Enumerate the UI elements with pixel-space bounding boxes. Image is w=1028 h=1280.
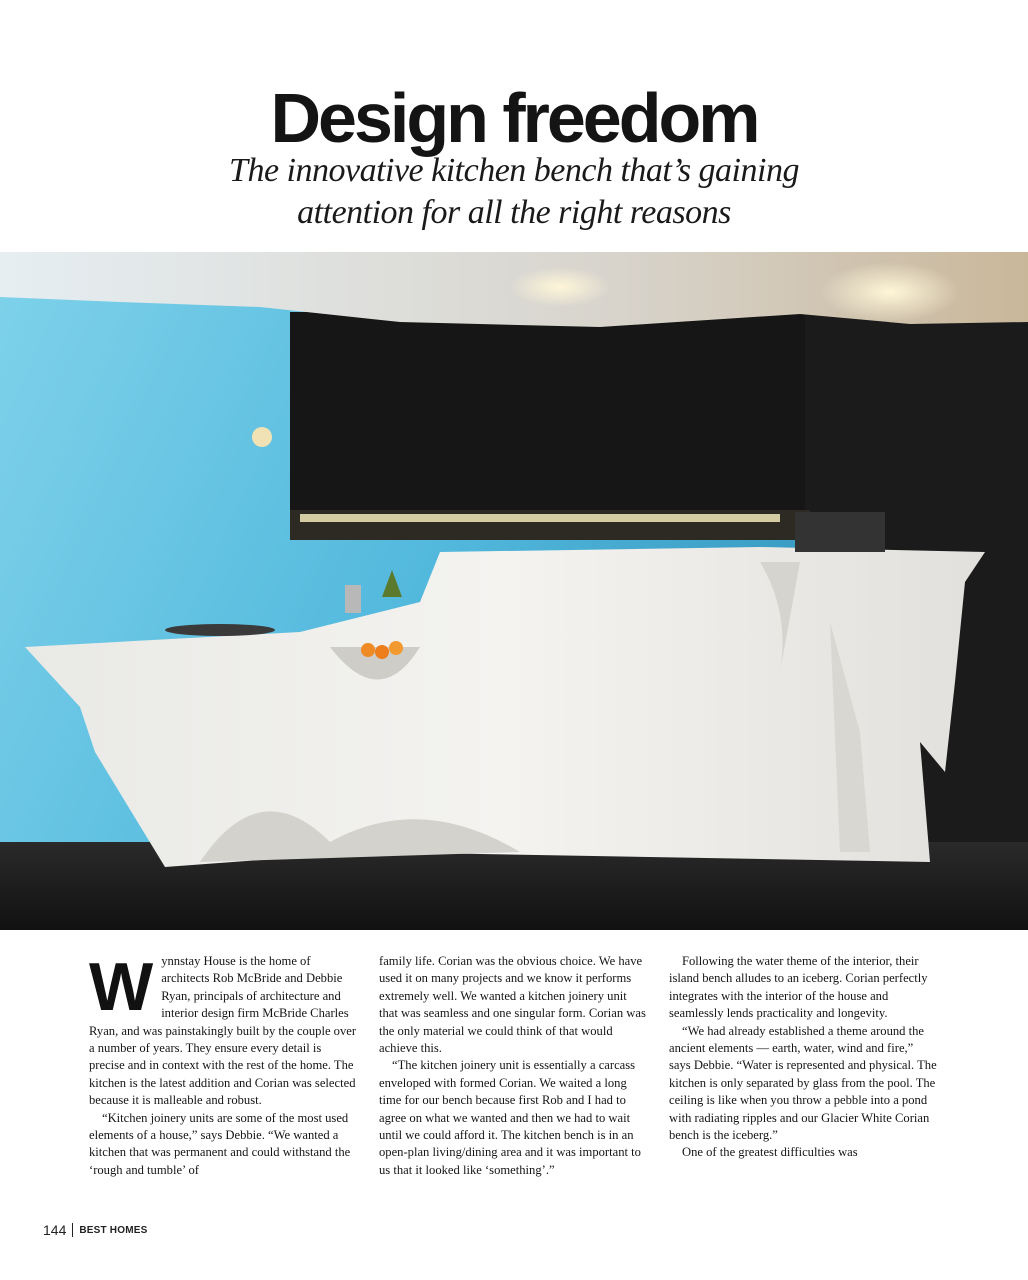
body-column-3 [669,953,937,1162]
body-column-2 [379,953,647,1179]
kitchen-photo [0,252,1028,930]
paragraph: “Kitchen joinery units are some of the most used elements of a house,” says Debbie. “We wanted a kitchen that was permanent and could withstand the ‘rough and tumble’ of [89,1110,351,1177]
body-column-1 [89,949,357,1179]
paragraph: “The kitchen joinery unit is essentially a carcass enveloped with formed Corian. We waited a long time for our bench because first Rob and I had to agree on what we wanted and then we had to wait until we could afford it. The kitchen bench is in an open-plan living/dining area and it was important to us that it looked like ‘something’.” [379,1058,641,1177]
article-title: Design freedom [270,79,758,157]
paragraph: One of the greatest difficulties was [682,1145,858,1160]
article-subtitle: The innovative kitchen bench that’s gaining attention for all the right reasons [229,152,799,231]
footer-divider [72,1223,73,1237]
paragraph: Following the water theme of the interior, their island bench alludes to an iceberg. Corian perfectly integrates with the interior of the house and seamlessly lends practicality and longevity. [669,954,928,1021]
paragraph: “We had already established a theme around the ancient elements — earth, water, wind and fire,” says Debbie. “Water is represented and physical. The kitchen is only separated by glass from the pool. The ceiling is like when you throw a pebble into a pond with radiating ripples and our Glacier White Corian bench is the iceberg.” [669,1023,937,1143]
drop-cap: W [89,949,154,1025]
page-number: 144 [43,1222,67,1238]
paragraph: family life. Corian was the obvious choice. We have used it on many projects and we know it performs extremely well. We wanted a kitchen joinery unit that was seamless and one singular form. Corian was the only material we could think of that would achieve this. [379,954,646,1056]
page-footer [43,1222,147,1238]
paragraph: ynnstay House is the home of architects Rob McBride and Debbie Ryan, principals of architecture and interior design firm McBride Charles Ryan, and was painstakingly built by the couple over a number of years. They ensure every detail is precise and in context with the rest of the home. The kitchen is the latest addition and Corian was selected because it is malleable and robust. [89,954,357,1108]
magazine-name: BEST HOMES [79,1224,148,1236]
